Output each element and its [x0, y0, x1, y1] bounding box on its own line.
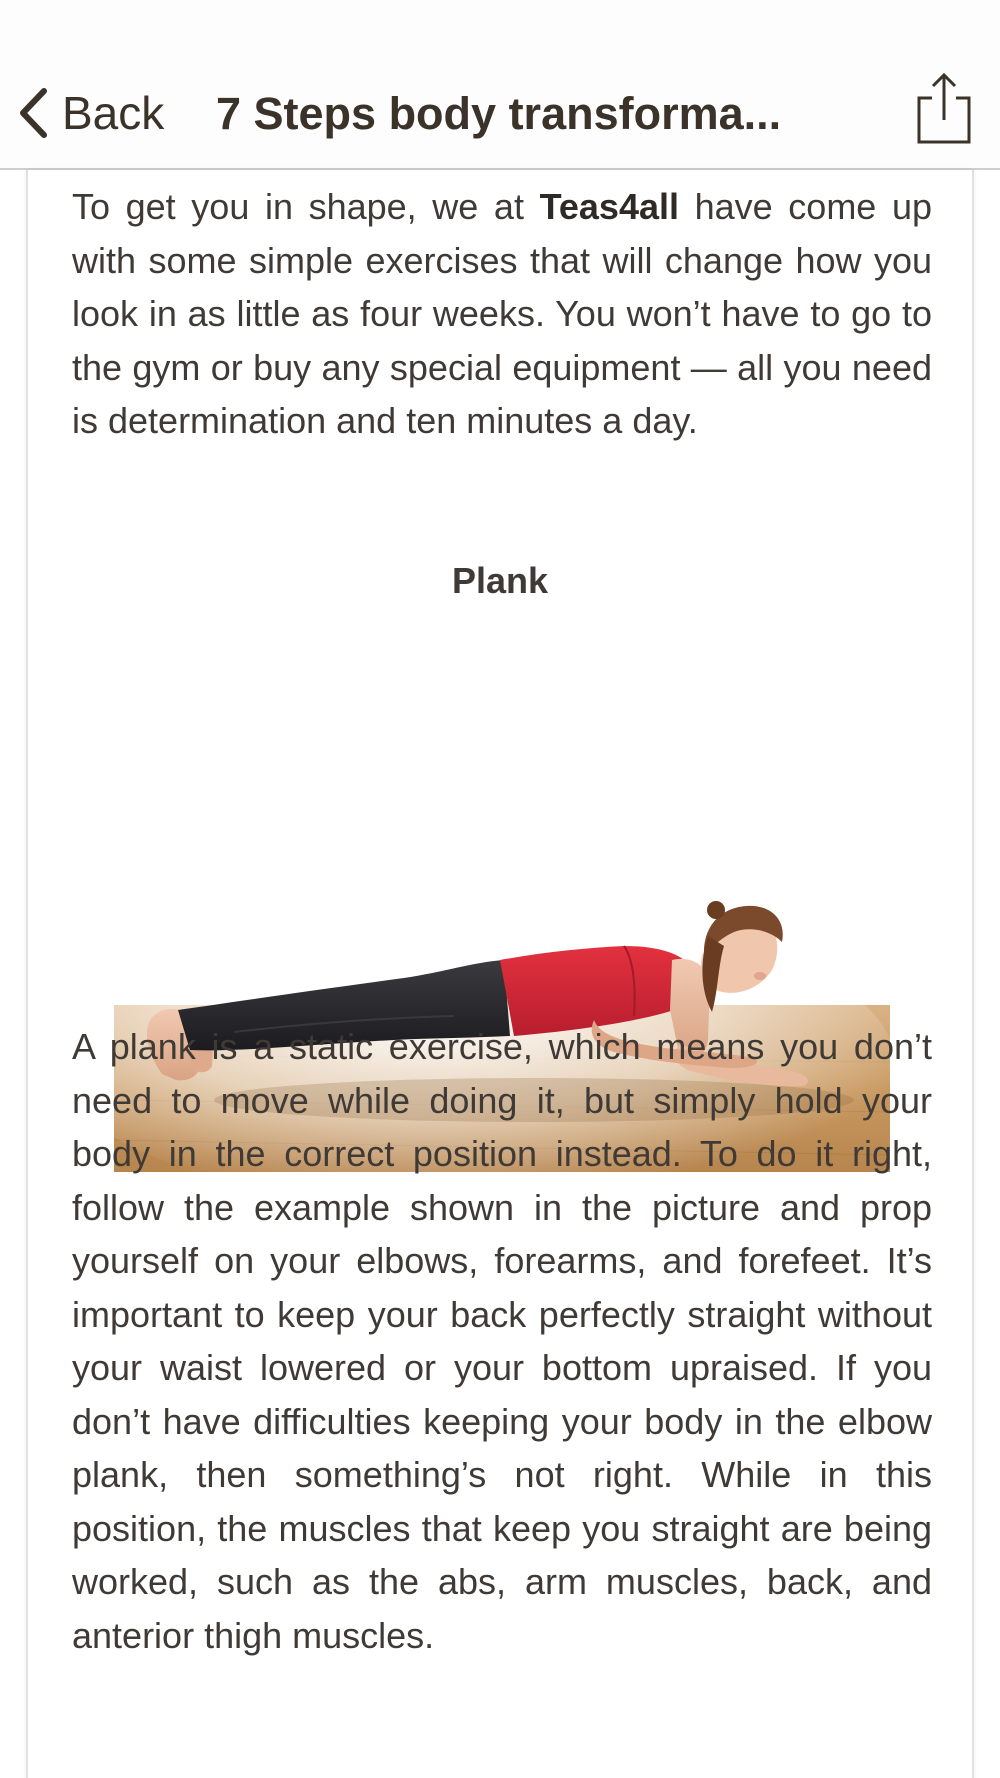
brand-name: Teas4all — [539, 186, 679, 227]
section-title: Plank — [451, 560, 549, 601]
back-label: Back — [62, 87, 165, 139]
intro-paragraph — [72, 180, 932, 448]
share-button[interactable] — [912, 72, 976, 146]
intro-text-start: To get you in shape, we at — [72, 186, 540, 227]
chevron-left-icon — [18, 88, 48, 138]
share-icon — [912, 133, 976, 150]
page-title: 7 Steps body transforma... — [216, 88, 782, 139]
back-button[interactable] — [18, 80, 164, 146]
plank-description: A plank is a static exercise, which means you don’t need to move while doing it, but simply hold your body in the correct position instead. To do it right, follow the example shown in the picture and prop yourself on your elbows, forearms, and forefeet. It’s important to keep your back perfectly straight without your waist lowered or your bottom upraised. If you don’t have difficulties keeping your body in the elbow plank, then something’s not right. While in this position, the muscles that keep you straight are being worked, such as the abs, arm muscles, back, and anterior thigh muscles. — [72, 1026, 932, 1656]
article-card — [26, 170, 974, 1778]
intro-text-end: have come up with some simple exercises that will change how you look in as little as four weeks. You won’t have to go to the gym or buy any special equipment — all you need is determination and ten minutes a day. — [72, 186, 932, 441]
navigation-bar — [0, 0, 1000, 170]
